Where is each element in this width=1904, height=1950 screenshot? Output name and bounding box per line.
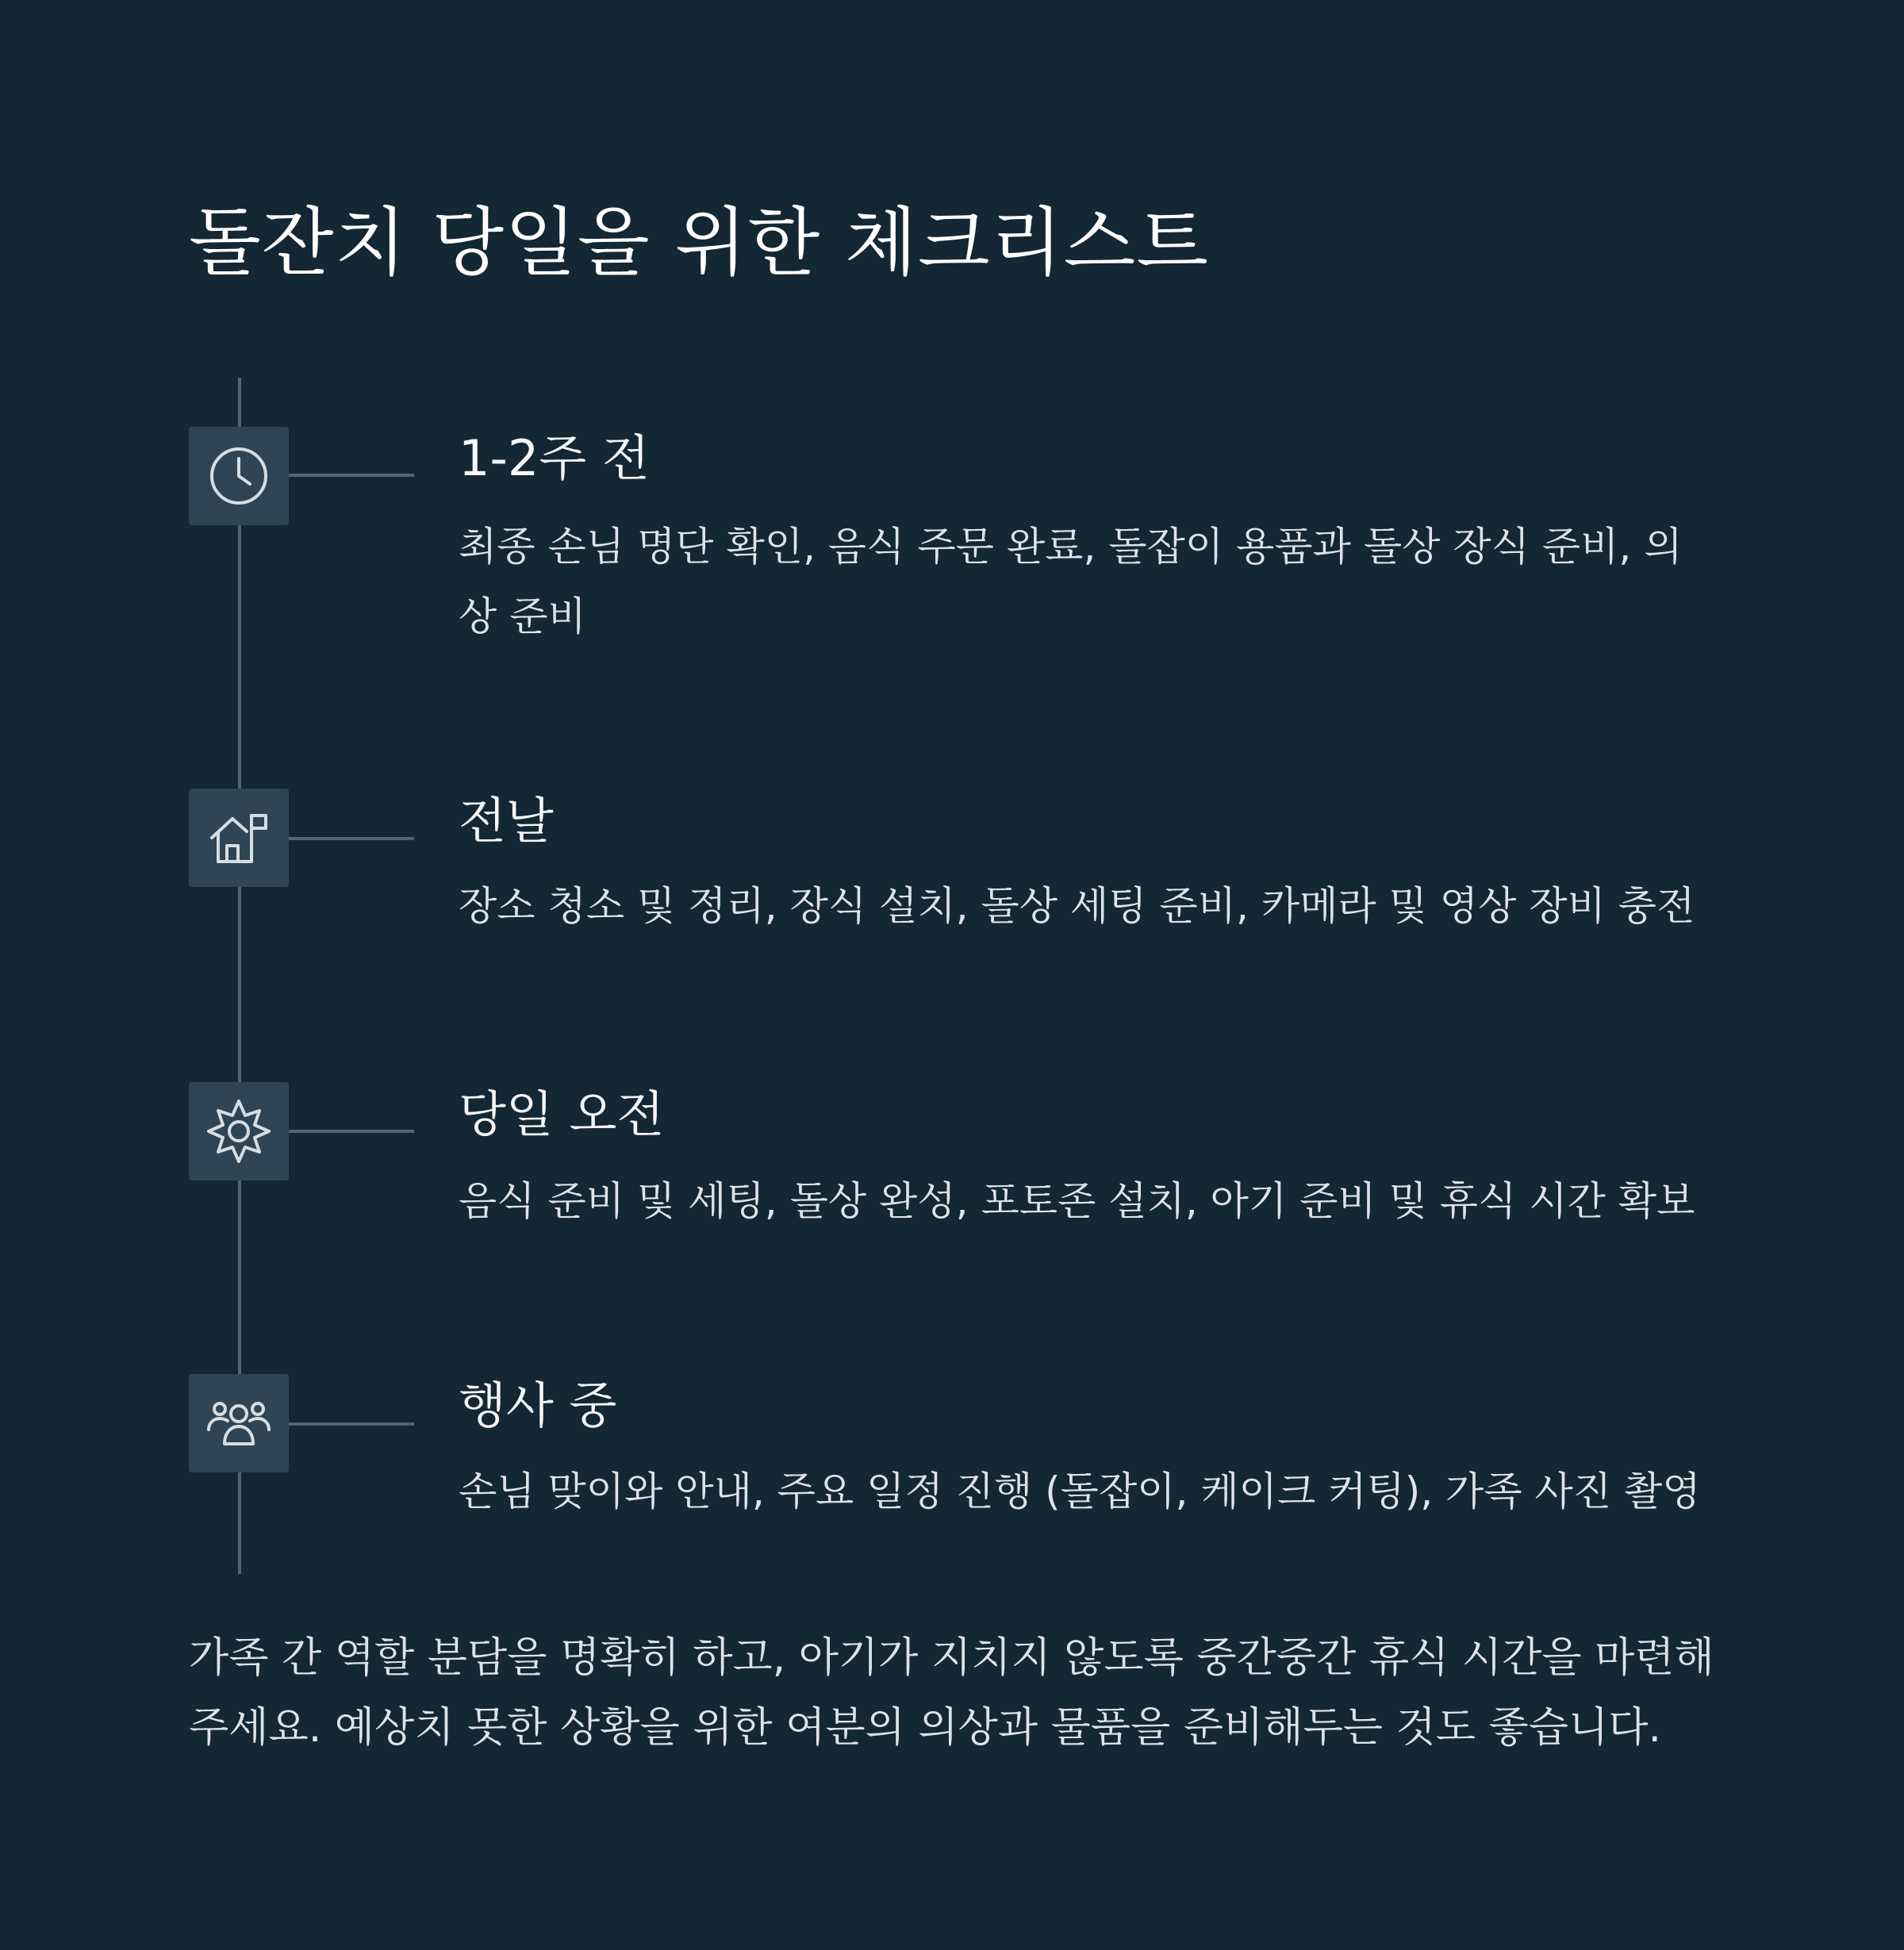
- step-description: 장소 청소 및 정리, 장식 설치, 돌상 세팅 준비, 카메라 및 영상 장비 충전: [459, 883, 1695, 929]
- step-description: 최종 손님 명단 확인, 음식 주문 완료, 돌잡이 용품과 돌상 장식 준비, 의상 준비: [459, 524, 1683, 639]
- step-icon-box: [189, 789, 289, 887]
- page-title: 돌잔치 당일을 위한 체크리스트: [189, 200, 1210, 286]
- step-icon-box: [189, 1082, 289, 1180]
- step-description: 손님 맞이와 안내, 주요 일정 진행 (돌잡이, 케이크 커팅), 가족 사진 촬영: [459, 1468, 1701, 1514]
- footer-note: 가족 간 역할 분담을 명확히 하고, 아기가 지치지 않도록 중간중간 휴식 시간을 마련해주세요. 예상치 못한 상황을 위한 여분의 의상과 물품을 준비해두는 것도 좋습니다.: [189, 1634, 1714, 1752]
- step-connector: [289, 1130, 414, 1133]
- sun-gear-icon: [205, 1098, 272, 1165]
- step-icon-box: [189, 427, 289, 525]
- step-connector: [289, 837, 414, 840]
- people-icon: [205, 1390, 272, 1457]
- step-title: 전날: [459, 792, 554, 850]
- step-title: 당일 오전: [459, 1085, 665, 1143]
- step-title: 행사 중: [459, 1376, 617, 1434]
- step-title: 1-2주 전: [459, 429, 650, 487]
- step-connector: [289, 1422, 414, 1426]
- step-connector: [289, 474, 414, 477]
- clock-icon: [205, 443, 272, 509]
- step-icon-box: [189, 1374, 289, 1472]
- step-description: 음식 준비 및 세팅, 돌상 완성, 포토존 설치, 아기 준비 및 휴식 시간 확보: [459, 1178, 1695, 1224]
- house-flag-icon: [205, 804, 272, 871]
